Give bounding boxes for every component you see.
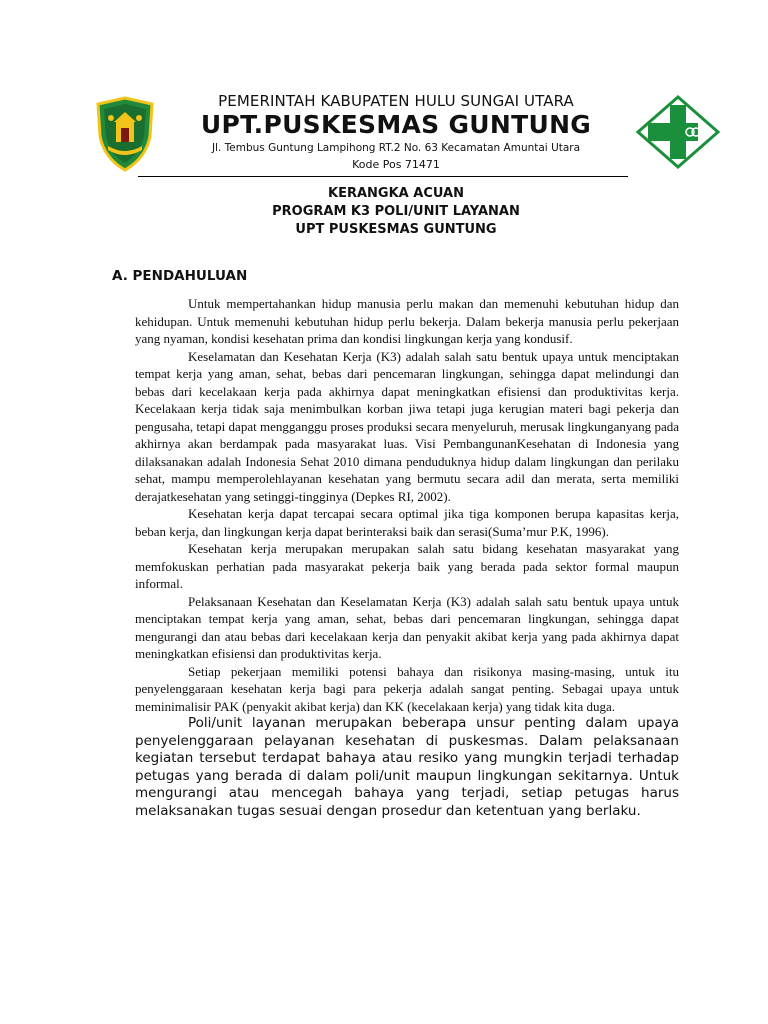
regency-emblem-icon: [94, 96, 156, 172]
section-heading: A. PENDAHULUAN: [112, 268, 248, 284]
paragraph: Pelaksanaan Kesehatan dan Keselamatan Kerja (K3) adalah salah satu bentuk upaya untuk menciptakan tempat kerja yang aman, sehat, bebas dari pencemaran lingkungan, sehingga dapat mengurangi dan atau bebas dari kecelakaan kerja dan penyakit akibat kerja yang pada akhirnya dapat meningkatkan efisiensi dan produktivitas kerja.: [135, 593, 679, 661]
section-body: [135, 295, 679, 821]
paragraph: Keselamatan dan Kesehatan Kerja (K3) adalah salah satu bentuk upaya untuk menciptakan tempat kerja yang aman, sehat, bebas dari pencemaran lingkungan, sehingga dapat melindungi dan bebas dari kecelakaan kerja pada akhirnya dapat meningkatkan efisiensi dan produktivitas kerja. Kecelakaan kerja tidak saja menimbulkan korban jiwa tetapi juga kerugian materi bagi pekerja dan pengusaha, tetapi dapat mengganggu proses produksi secara menyeluruh, merusak lingkunganyang pada akhirnya akan berdampak pada masyarakat luas. Visi PembangunanKesehatan di Indonesia yang dilaksanakan adalah Indonesia Sehat 2010 dimana penduduknya hidup dalam lingkungan dan perilaku sehat, mampu memperolehlayanan kesehatan yang bermutu secara adil dan merata, serta memiliki derajatkesehatan yang setinggi-tingginya (Depkes RI, 2002).: [135, 348, 679, 504]
paragraph: Setiap pekerjaan memiliki potensi bahaya dan risikonya masing-masing, untuk itu penyelenggaraan kesehatan kerja bagi para pekerja adalah sangat penting. Sebagai upaya untuk meminimalisir PAK (penyakit akibat kerja) dan KK (kecelakaan kerja) yang tidak kita duga.: [135, 663, 679, 714]
paragraph: Poli/unit layanan merupakan beberapa unsur penting dalam upaya penyelenggaraan pelayanan kesehatan di puskesmas. Dalam pelaksanaan kegiatan tersebut terdapat bahaya atau resiko yang mungkin terjadi terhadap petugas yang berada di dalam poli/unit maupun lingkungan sekitarnya. Untuk mengurangi atau mencegah bahaya yang terjadi, setiap petugas harus melaksanakan tugas sesuai dengan prosedur dan ketentuan yang berlaku.: [135, 715, 679, 819]
government-name: PEMERINTAH KABUPATEN HULU SUNGAI UTARA: [218, 92, 574, 110]
document-title-line-2: PROGRAM K3 POLI/UNIT LAYANAN: [272, 204, 520, 219]
paragraph: Kesehatan kerja dapat tercapai secara optimal jika tiga komponen berupa kapasitas kerja, beban kerja, dan lingkungan kerja dapat berinteraksi baik dan serasi(Suma’mur P.K, 1996).: [135, 506, 679, 539]
address: Jl. Tembus Guntung Lampihong RT.2 No. 63 Kecamatan Amuntai Utara: [211, 142, 581, 154]
letterhead-divider: [138, 176, 628, 177]
document-title-line-3: UPT PUSKESMAS GUNTUNG: [295, 222, 497, 237]
document-title-line-1: KERANGKA ACUAN: [328, 186, 464, 201]
postal-code: Kode Pos 71471: [352, 158, 440, 171]
puskesmas-cross-icon: [636, 95, 720, 169]
organization-name: UPT.PUSKESMAS GUNTUNG: [200, 110, 592, 139]
paragraph: Untuk mempertahankan hidup manusia perlu makan dan memenuhi kebutuhan hidup dan kehidupan. Untuk memenuhi kebutuhan hidup perlu bekerja. Dalam bekerja manusia perlu pekerjaan yang nyaman, kondisi kesehatan prima dan kondisi lingkungan kerja yang kondusif.: [135, 296, 679, 346]
paragraph: Kesehatan kerja merupakan merupakan salah satu bidang kesehatan masyarakat yang memfokuskan perhatian pada masyarakat pekerja baik yang berada pada sektor formal maupun informal.: [135, 541, 679, 591]
